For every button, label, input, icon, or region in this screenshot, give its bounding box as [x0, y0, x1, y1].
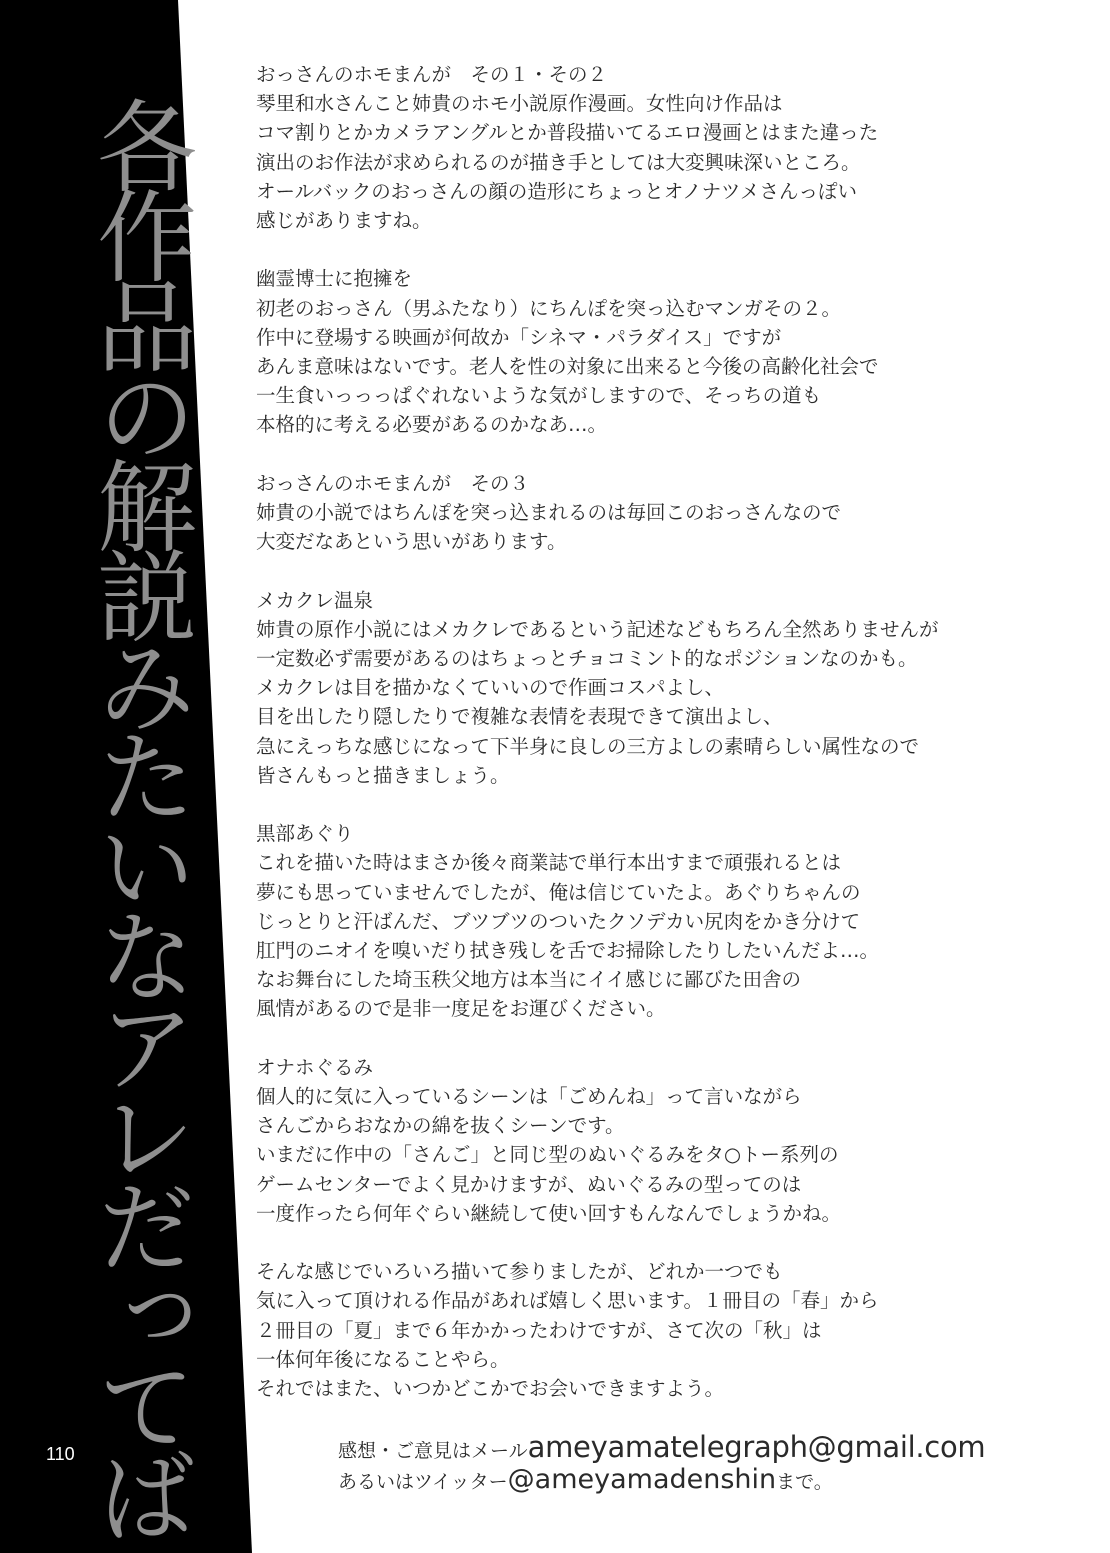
text-line: 初老のおっさん（男ふたなり）にちんぽを突っ込むマンガその２。 — [256, 296, 842, 320]
text-line: 皆さんもっと描きましょう。 — [256, 763, 510, 787]
text-line: 夢にも思っていませんでしたが、俺は信じていたよ。あぐりちゃんの — [256, 880, 861, 904]
section-heading: おっさんのホモまんが その１・その２ — [256, 63, 608, 86]
twitter-prefix: あるいはツイッター — [338, 1471, 508, 1493]
email-address: ameyamatelegraph@gmail.com — [527, 1430, 986, 1464]
text-line: 風情があるので是非一度足をお運びください。 — [256, 997, 666, 1021]
text-line: そんな感じでいろいろ描いて参りましたが、どれか一つでも — [256, 1260, 783, 1284]
section-mekakure-onsen — [256, 586, 1076, 790]
text-line: 個人的に気に入っているシーンは「ごめんね」って言いながら — [256, 1085, 802, 1109]
page-title: 各作品の解説みたいなアレだってば — [80, 95, 197, 1535]
twitter-suffix: まで。 — [776, 1471, 833, 1493]
text-line: 目を出したり隠したりで複雑な表情を表現できて演出よし、 — [256, 705, 783, 729]
text-line: 姉貴の原作小説にはメカクレであるという記述などもちろん全然ありませんが — [256, 617, 939, 641]
text-line: じっとりと汗ばんだ、ブツブツのついたクソデカい尻肉をかき分けて — [256, 909, 861, 933]
text-line: 一度作ったら何年ぐらい継続して使い回すもんなんでしょうかね。 — [256, 1201, 842, 1225]
page-number: 110 — [46, 1444, 75, 1464]
section-kurobe-aguri — [256, 819, 1076, 1023]
section-heading: 黒部あぐり — [256, 822, 354, 846]
text-line: コマ割りとかカメラアングルとか普段描いてるエロ漫画とはまた違った — [256, 121, 879, 145]
text-line: 演出のお作法が求められるのが描き手としては大変興味深いところ。 — [256, 150, 861, 174]
contact-email-line — [338, 1430, 1078, 1464]
text-line: それではまた、いつかどこかでお会いできますよう。 — [256, 1377, 725, 1401]
text-line: 一生食いっっっぱぐれないような気がしますので、そっちの道も — [256, 384, 822, 408]
text-line: メカクレは目を描かなくていいので作画コスパよし、 — [256, 676, 725, 700]
text-line: ２冊目の「夏」まで６年かかったわけですが、さて次の「秋」は — [256, 1318, 822, 1342]
section-heading: 幽霊博士に抱擁を — [256, 267, 413, 291]
text-line: 一体何年後になることやら。 — [256, 1347, 510, 1371]
contact-twitter-line — [338, 1464, 1078, 1498]
commentary-body — [256, 60, 1076, 1432]
section-ghost-doctor — [256, 264, 1076, 439]
text-line: ゲームセンターでよく見かけますが、ぬいぐるみの型ってのは — [256, 1172, 802, 1196]
email-prefix: 感想・ご意見はメール — [338, 1440, 528, 1462]
section-heading: おっさんのホモまんが その３ — [256, 471, 530, 495]
section-homo-manga-3 — [256, 469, 1076, 557]
section-onaho-gurumi — [256, 1053, 1076, 1228]
text-line: なお舞台にした埼玉秩父地方は本当にイイ感じに鄙びた田舎の — [256, 968, 802, 992]
text-line: 姉貴の小説ではちんぽを突っ込まれるのは毎回このおっさんなので — [256, 501, 842, 525]
section-heading: オナホぐるみ — [256, 1055, 374, 1079]
text-line: オールバックのおっさんの顔の造形にちょっとオノナツメさんっぽい — [256, 179, 857, 203]
text-line: 肛門のニオイを嗅いだり拭き残しを舌でお掃除したりしたいんだよ…。 — [256, 939, 880, 963]
text-line: 琴里和水さんこと姉貴のホモ小説原作漫画。女性向け作品は — [256, 92, 783, 116]
text-line: 作中に登場する映画が何故か「シネマ・パラダイス」ですが — [256, 325, 782, 349]
twitter-handle: @ameyamadenshin — [507, 1464, 777, 1495]
text-line: 気に入って頂けれる作品があれば嬉しく思います。１冊目の「春」から — [256, 1289, 879, 1313]
text-line: これを描いた時はまさか後々商業誌で単行本出すまで頑張れるとは — [256, 851, 842, 875]
text-line: 一定数必ず需要があるのはちょっとチョコミント的なポジションなのかも。 — [256, 647, 918, 671]
text-line: いまだに作中の「さんご」と同じ型のぬいぐるみをタ○トー系列の — [256, 1143, 839, 1167]
section-homo-manga-1-2 — [256, 60, 1076, 235]
text-line: あんま意味はないです。老人を性の対象に出来ると今後の高齢化社会で — [256, 355, 879, 379]
text-line: 本格的に考える必要があるのかなあ…。 — [256, 413, 608, 437]
section-closing — [256, 1257, 1076, 1403]
text-line: 感じがありますね。 — [256, 209, 432, 233]
text-line: 急にえっちな感じになって下半身に良しの三方よしの素晴らしい属性なので — [256, 734, 920, 758]
text-line: 大変だなあという思いがあります。 — [256, 530, 567, 554]
section-heading: メカクレ温泉 — [256, 588, 374, 612]
text-line: さんごからおなかの綿を抜くシーンです。 — [256, 1114, 625, 1138]
contact-footer — [338, 1430, 1078, 1498]
